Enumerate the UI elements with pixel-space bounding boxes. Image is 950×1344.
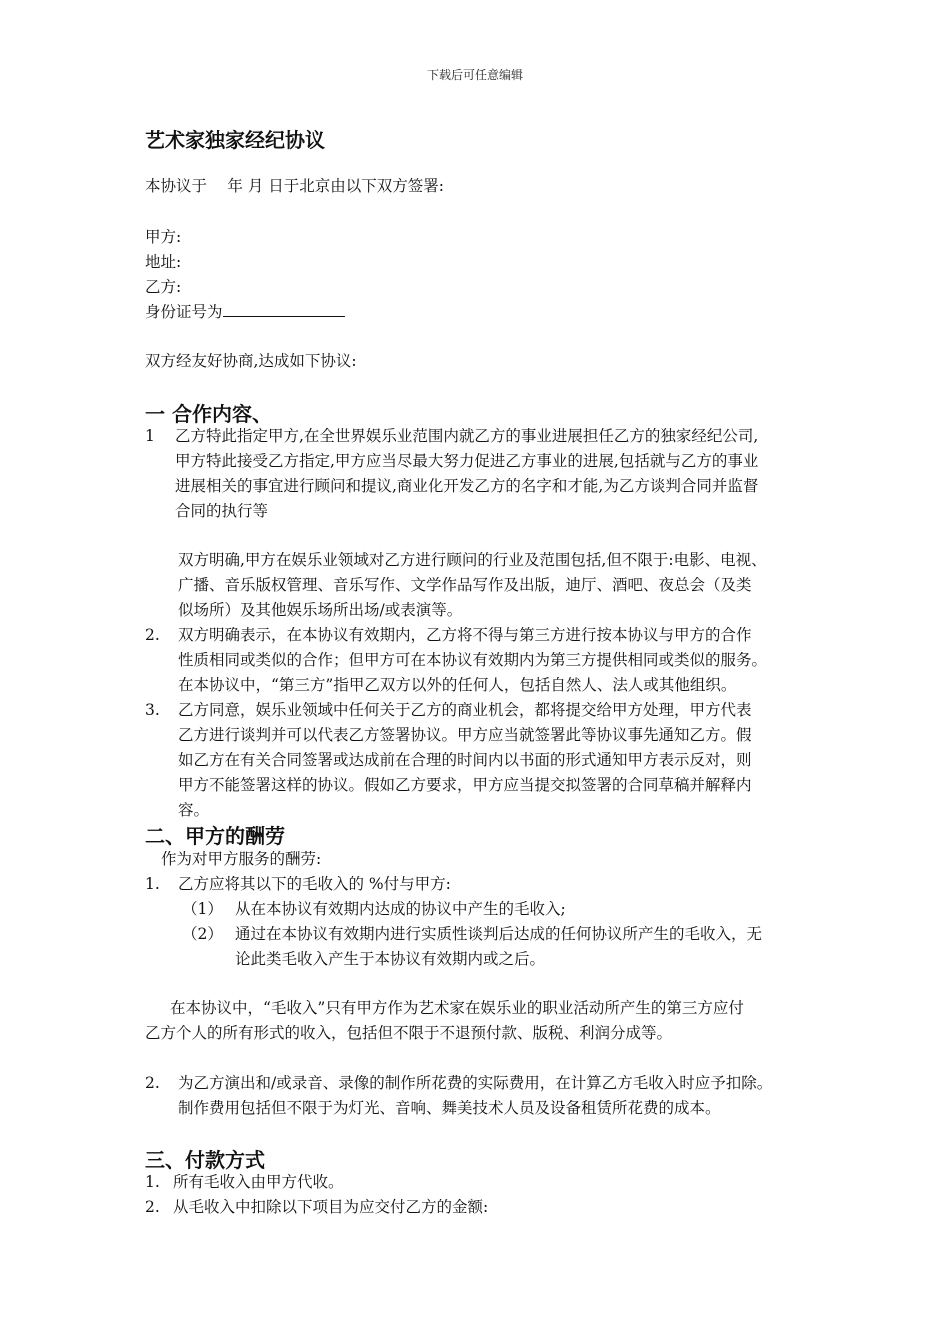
section-2-item-1-number: 1. — [145, 875, 160, 893]
sub-item-2-number: （2） — [182, 925, 223, 943]
section-2-item-2-line: 为乙方演出和/或录音、录像的制作所花费的实际费用，在计算乙方毛收入时应予扣除。 — [178, 1074, 773, 1092]
section-2-item-2-number: 2. — [145, 1074, 160, 1092]
sub-item-2-line: 通过在本协议有效期内进行实质性谈判后达成的任何协议所产生的毛收入，无 — [235, 925, 763, 943]
section-3-item-2-number: 2. — [145, 1198, 160, 1216]
section-2-heading: 二、甲方的酬劳 — [145, 824, 285, 848]
section-1-heading: 一 合作内容、 — [145, 402, 272, 426]
agreement-line: 双方经友好协商,达成如下协议: — [145, 352, 357, 370]
scope-paragraph-line: 似场所）及其他娱乐场所出场/或表演等。 — [178, 601, 463, 619]
gross-income-paragraph-line: 在本协议中，“毛收入”只有甲方作为艺术家在娱乐业的职业活动所产生的第三方应付 — [170, 999, 744, 1017]
id-number-line — [145, 300, 345, 324]
section-3-item-1-text: 所有毛收入由甲方代收。 — [173, 1173, 344, 1191]
sub-item-1-number: （1） — [182, 900, 223, 918]
section-1-item-3-line: 甲方不能签署这样的协议。假如乙方要求，甲方应当提交拟签署的合同草稿并解释内 — [178, 776, 752, 794]
gross-income-paragraph-line: 乙方个人的所有形式的收入，包括但不限于不退预付款、版税、利润分成等。 — [145, 1024, 673, 1042]
id-number-label: 身份证号为 — [145, 303, 223, 321]
section-1-item-3-line: 乙方同意，娱乐业领域中任何关于乙方的商业机会，都将提交给甲方处理，甲方代表 — [178, 701, 752, 719]
page-header-note: 下载后可任意编辑 — [426, 68, 523, 82]
sub-item-1-text: 从在本协议有效期内达成的协议中产生的毛收入; — [235, 900, 566, 918]
section-1-item-2-line: 双方明确表示，在本协议有效期内，乙方将不得与第三方进行按本协议与甲方的合作 — [178, 626, 752, 644]
party-b-label: 乙方: — [145, 278, 182, 296]
section-2-intro: 作为对甲方服务的酬劳: — [161, 850, 322, 868]
scope-paragraph-line: 双方明确,甲方在娱乐业领域对乙方进行顾问的行业及范围包括,但不限于:电影、电视、 — [178, 551, 767, 569]
section-1-item-2-line: 在本协议中，“第三方”指甲乙双方以外的任何人，包括自然人、法人或其他组织。 — [178, 676, 737, 694]
section-1-item-1-number: 1 — [145, 427, 155, 445]
section-1-item-1-line: 进展相关的事宜进行顾问和提议,商业化开发乙方的名字和才能,为乙方谈判合同并监督 — [175, 477, 759, 495]
section-1-item-3-line: 乙方进行谈判并可以代表乙方签署协议。甲方应当就签署此等协议事先通知乙方。假 — [178, 726, 752, 744]
section-1-item-3-line: 容。 — [178, 801, 210, 819]
section-1-item-2-line: 性质相同或类似的合作；但甲方可在本协议有效期内为第三方提供相同或类似的服务。 — [178, 651, 768, 669]
id-number-blank — [223, 300, 345, 317]
scope-paragraph-line: 广播、音乐版权管理、音乐写作、文学作品写作及出版，迪厅、酒吧、夜总会（及类 — [178, 576, 752, 594]
section-2-item-2-line: 制作费用包括但不限于为灯光、音响、舞美技术人员及设备租赁所花费的成本。 — [178, 1099, 721, 1117]
section-3-item-1-number: 1. — [145, 1173, 160, 1191]
section-3-heading: 三、付款方式 — [145, 1148, 265, 1172]
document-title: 艺术家独家经纪协议 — [145, 128, 325, 152]
address-label: 地址: — [145, 253, 182, 271]
section-1-item-2-number: 2. — [145, 626, 160, 644]
section-1-item-3-number: 3. — [145, 701, 160, 719]
section-1-item-1-line: 合同的执行等 — [175, 502, 269, 520]
section-1-item-3-line: 如乙方在有关合同签署或达成前在合理的时间内以书面的形式通知甲方表示反对，则 — [178, 751, 752, 769]
section-1-item-1-line: 甲方特此接受乙方指定,甲方应当尽最大努力促进乙方事业的进展,包括就与乙方的事业 — [175, 452, 759, 470]
party-a-label: 甲方: — [145, 228, 182, 246]
date-line: 本协议于 年 月 日于北京由以下双方签署: — [145, 177, 445, 195]
sub-item-2-line: 论此类毛收入产生于本协议有效期内或之后。 — [235, 950, 546, 968]
section-3-item-2-text: 从毛收入中扣除以下项目为应交付乙方的金额: — [173, 1198, 489, 1216]
section-2-item-1-text: 乙方应将其以下的毛收入的 %付与甲方: — [178, 875, 451, 893]
section-1-item-1-line: 乙方特此指定甲方,在全世界娱乐业范围内就乙方的事业进展担任乙方的独家经纪公司, — [175, 427, 759, 445]
